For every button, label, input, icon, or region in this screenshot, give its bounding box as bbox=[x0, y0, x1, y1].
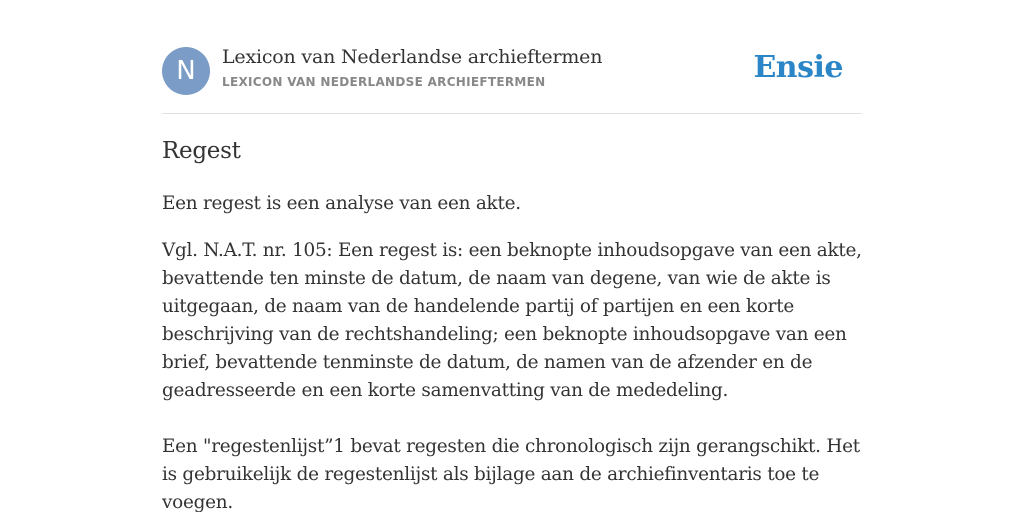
definition-paragraph: Een regest is een analyse van een akte. bbox=[162, 193, 521, 214]
avatar: N bbox=[162, 47, 210, 95]
source-subtitle: LEXICON VAN NEDERLANDSE ARCHIEFTERMEN bbox=[222, 75, 546, 89]
brand-logo[interactable]: Ensie bbox=[753, 50, 843, 85]
divider bbox=[162, 113, 862, 114]
definition-paragraph: Een "regestenlijst”1 bevat regesten die chronologisch zijn gerangschikt. Het is gebruikelijk de regestenlijst als bijlage aan de archiefinventaris toe te voegen. bbox=[162, 436, 860, 512]
source-title[interactable]: Lexicon van Nederlandse archieftermen bbox=[222, 46, 603, 68]
article-body bbox=[162, 190, 862, 512]
definition-paragraph: Vgl. N.A.T. nr. 105: Een regest is: een beknopte inhoudsopgave van een akte, bevattende ten minste de datum, de naam van degene, van wie de akte is uitgegaan, de naam van de handelende partij of partijen en een korte beschrijving van de rechtshandeling; een beknopte inhoudsopgave van een brief, bevattende tenminste de datum, de namen van de afzender en de geadresseerde en een korte samenvatting van de mededeling. bbox=[162, 240, 862, 401]
source-header bbox=[162, 46, 862, 96]
term-title: Regest bbox=[162, 138, 241, 164]
